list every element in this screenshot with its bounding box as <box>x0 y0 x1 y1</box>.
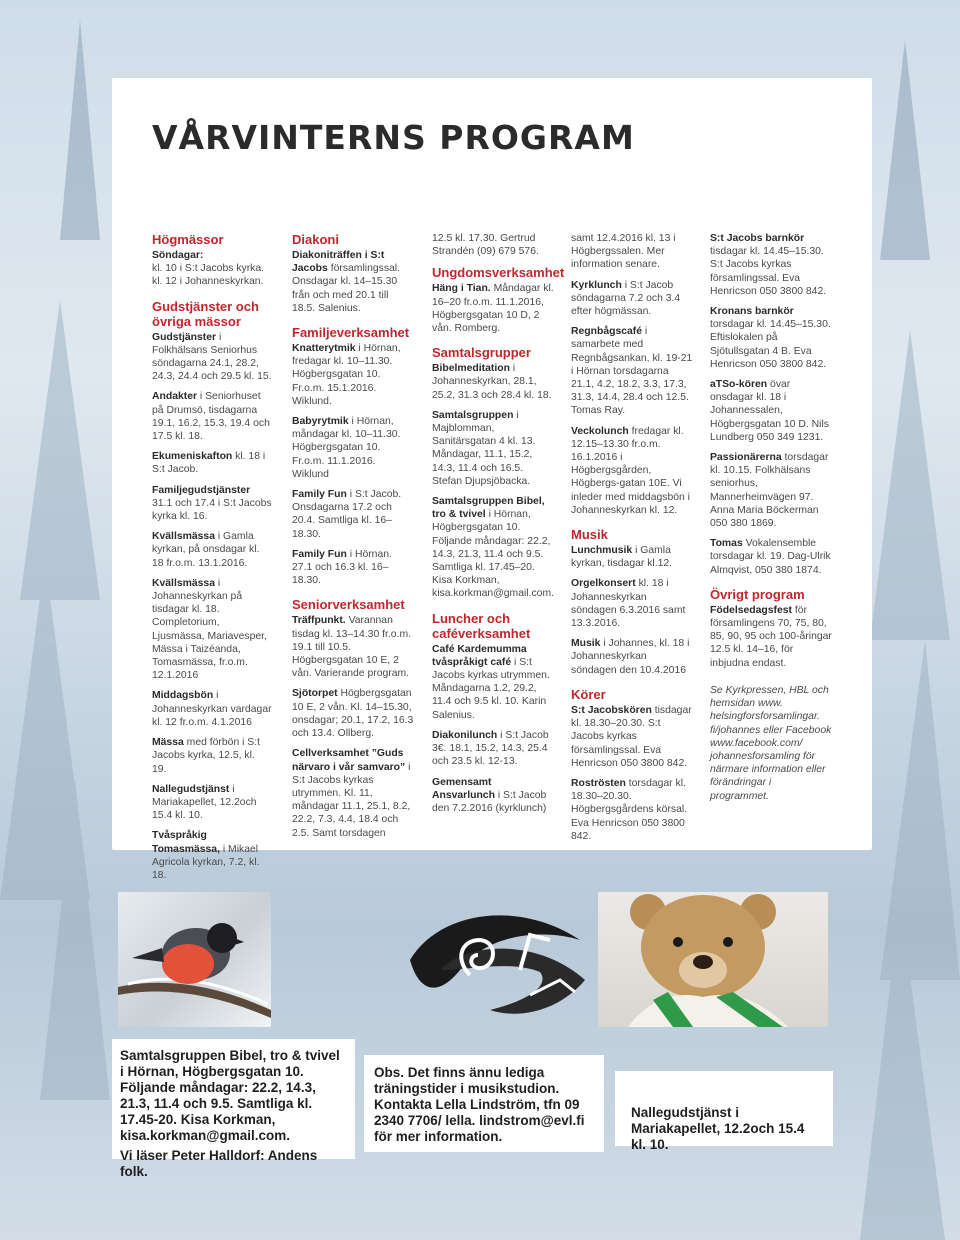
list-item: Familjegudstjänster 31.1 och 17.4 i S:t Jacobs kyrka kl. 16. <box>152 484 272 523</box>
musikstudion-text: Obs. Det finns ännu lediga träningstider i musikstudion. Kontakta Lella Lindström, tfn 09 2340 7706/ lella. lindstrom@evl.fi för mer information. <box>374 1065 585 1144</box>
heading-ovrigt: Övrigt program <box>710 586 805 602</box>
list-item: S:t Jacobskören tisdagar kl. 18.30–20.30. S:t Jacobs kyrkas församlingssal. Eva Henricson 050 3800 842. <box>571 704 692 769</box>
list-item: Sjötorpet Högbergsgatan 10 E, 2 vån. Kl. 14–15.30, onsdagar; 20.1, 17.2, 16.3 och 13.4. Ollberg. <box>292 688 414 740</box>
heading-diakoni: Diakoni <box>292 232 339 247</box>
music-notes-graphic <box>400 900 590 1025</box>
list-item: Tvåspråkig Tomasmässa, i Mikael Agricola kyrkan, 7.2, kl. 18. <box>152 830 260 881</box>
continued-text: samt 12.4.2016 kl. 13 i Högbergssalen. Mer information senare. <box>571 233 676 271</box>
samtalsgruppen-text: Samtalsgruppen Bibel, tro & tvivel i Hörnan, Högbergsgatan 10. Följande måndagar: 22.2, 14.3, 21.3, 11.4 och 9.5. Samtliga kl. 17.45-20. Kisa Korkman, kisa.korkman@gmail.com. <box>120 1048 340 1143</box>
list-item: Födelsedagsfest för församlingens 70, 75, 80, 85, 90, 95 och 100-åringar 12.5 kl. 14–16, för inbjudna endast. <box>710 604 832 669</box>
info-note: Se Kyrkpressen, HBL och hemsidan www. helsingforsforsamlingar. fi/johannes eller Facebook www.facebook.com/ johannesforsamling för närmare information eller förändringar i programmet. <box>710 684 832 802</box>
teddy-bear-photo <box>598 892 828 1027</box>
heading-musik: Musik <box>571 527 608 543</box>
list-item: Regnbågscafé i samarbete med Regnbågsankan, kl. 19-21 i Hörnan torsdagarna 21.1, 4.2, 18.2, 3.3, 17.3, 31.3, 14.4, 28.4 och 12.5. Tomas Ray. <box>571 326 693 417</box>
list-item: Family Fun i Hörnan. 27.1 och 16.3 kl. 16–18.30. <box>292 548 392 587</box>
bullfinch-illustration <box>118 892 271 1027</box>
musikstudion-box <box>364 1055 604 1152</box>
column-4 <box>571 232 693 850</box>
list-item: Häng i Tian. Måndagar kl. 16–20 fr.o.m. 11.1.2016, Högbergsgatan 10 D, 2 vån. Romberg. <box>432 283 554 335</box>
list-item: Diakonilunch i S:t Jacob 3€. 18.1, 15.2, 14.3, 25.4 och 23.5 kl. 12-13. <box>432 729 549 768</box>
list-item: Lunchmusik i Gamla kyrkan, tisdagar kl.12. <box>571 545 673 570</box>
list-item: Kronans barnkör torsdagar kl. 14.45–15.30. Eftislokalen på Sjötullsgatan 4 B. Eva Henricson 050 3800 842. <box>710 306 831 370</box>
heading-samtalsgrupper: Samtalsgrupper <box>432 345 531 361</box>
heading-korer: Körer <box>571 686 606 702</box>
heading-luncher: Luncher och caféverksamhet <box>432 610 531 641</box>
list-item: Bibelmeditation i Johanneskyrkan, 28.1, 25.2, 31.3 och 28.4 kl. 18. <box>432 363 552 401</box>
list-item: Samtalsgruppen i Majblomman, Sanitärsgatan 4 kl. 13. Måndagar, 11.1, 15.2, 14.3, 11.4 och 16.5. Stefan Djupsjöbacka. <box>432 409 536 487</box>
heading-ungdomsverksamhet: Ungdomsverksamhet <box>432 265 565 281</box>
list-item: Gudstjänster i Folkhälsans Seniorhus söndagarna 24.1, 28.2, 24.3, 24.4 och 29.5 kl. 15. <box>152 331 272 383</box>
column-5 <box>710 232 832 810</box>
list-item: Cellverksamhet ”Guds närvaro i vår samvaro” i S:t Jacobs kyrkas utrymmen. Kl. 11, måndagar 11.1, 25.1, 8.2, 22.2, 7.3, 4.4, 18.4 och 2.5. Samt torsdagen <box>292 748 411 839</box>
list-item: Kvällsmässa i Gamla kyrkan, på onsdagar kl. 18 fr.o.m. 13.1.2016. <box>152 531 260 569</box>
list-item: Mässa med förbön i S:t Jacobs kyrka, 12.5, kl. 19. <box>152 737 261 775</box>
samtalsgruppen-reading: Vi läser Peter Halldorf: Andens folk. <box>120 1148 318 1179</box>
teddy-bear-illustration <box>598 892 828 1027</box>
heading-gudstjanster: Gudstjänster och övriga mässor <box>152 298 259 329</box>
column-2 <box>292 232 414 847</box>
list-item: Samtalsgruppen Bibel, tro & tvivel i Hörnan, Högbergsgatan 10. Följande måndagar: 22.2, 14.3, 21.3, 11.4 och 9.5. Samtliga kl. 17.45–20. Kisa Korkman, kisa.korkman@gmail.com. <box>432 496 554 600</box>
list-item: Middagsbön i Johanneskyrkan vardagar kl. 12 fr.o.m. 4.1.2016 <box>152 690 272 728</box>
samtalsgruppen-box <box>112 1039 355 1179</box>
hogmassor-text: Söndagar: kl. 10 i S:t Jacobs kyrka. kl. 12 i Johanneskyrkan. <box>152 250 265 288</box>
list-item: Diakoniträffen i S:t Jacobs församlingssal. Onsdagar kl. 14–15.30 från och med 20.1 till 18.5. Salenius. <box>292 250 400 314</box>
list-item: Ekumeniskafton kl. 18 i S:t Jacob. <box>152 451 266 476</box>
list-item: Kyrklunch i S:t Jacob söndagarna 7.2 och 3.4 efter högmässan. <box>571 279 681 318</box>
list-item: Nallegudstjänst i Mariakapellet, 12.2och 15.4 kl. 10. <box>152 783 257 822</box>
column-3 <box>432 232 565 822</box>
list-item: Gemensamt Ansvarlunch i S:t Jacob den 7.2.2016 (kyrklunch) <box>432 776 547 814</box>
bullfinch-photo <box>118 892 271 1027</box>
list-item: Träffpunkt. Varannan tisdag kl. 13–14.30 fr.o.m. 19.1 till 10.5. Högbergsgatan 10 E, 2 vån. Varierande program. <box>292 615 411 680</box>
heading-familjeverksamhet: Familjeverksamhet <box>292 325 410 341</box>
nallegudstjanst-text: Nallegudstjänst i Mariakapellet, 12.2och 15.4 kl. 10. <box>631 1105 805 1152</box>
heading-seniorverksamhet: Seniorverksamhet <box>292 597 405 613</box>
list-item: Andakter i Seniorhuset på Drumsö, tisdagarna 19.1, 16.2, 15.3, 19.4 och 17.5 kl. 18. <box>152 391 270 443</box>
list-item: Roströsten torsdagar kl. 18.30–20.30. Högbergsgårdens körsal. Eva Henricson 050 3800 842. <box>571 777 688 842</box>
list-item: Babyrytmik i Hörnan, måndagar kl. 10–11.30. Högbergsgatan 10. Fr.o.m. 11.1.2016. Wiklund <box>292 416 401 480</box>
list-item: Orgelkonsert kl. 18 i Johanneskyrkan söndagen 6.3.2016 samt 13.3.2016. <box>571 578 686 630</box>
list-item: Family Fun i S:t Jacob. Onsdagarna 17.2 och 20.4. Samtliga kl. 16–18.30. <box>292 489 402 540</box>
heading-hogmassor: Högmässor <box>152 232 224 247</box>
list-item: Musik i Johannes, kl. 18 i Johanneskyrkan söndagen den 10.4.2016 <box>571 638 690 676</box>
continued-text: 12.5 kl. 17.30. Gertrud Strandén (09) 679 576. <box>432 233 539 258</box>
list-item: Café Kardemumma tvåspråkigt café i S:t Jacobs kyrkas utrymmen. Måndagarna 1.2, 29.2, 11.4 och 9.5 kl. 10. Karin Salenius. <box>432 643 550 721</box>
list-item: Veckolunch fredagar kl. 12.15–13.30 fr.o.m. 16.1.2016 i Högbergsgården, Högbergs-gatan 10E. Vi inleder med middagsbön i Johanneskyrkan kl. 12. <box>571 425 690 516</box>
column-1 <box>152 232 272 889</box>
list-item: Knatterytmik i Hörnan, fredagar kl. 10–11.30. Högbergsgatan 10. Fr.o.m. 15.1.2016. Wiklund. <box>292 343 401 407</box>
list-item: aTSo-kören övar onsdagar kl. 18 i Johannessalen, Högbergsgatan 10 D. Nils Lundberg 050 349 1231. <box>710 379 829 443</box>
list-item: S:t Jacobs barnkör tisdagar kl. 14.45–15.30. S:t Jacobs kyrkas församlingssal. Eva Henricson 050 3800 842. <box>710 233 827 297</box>
list-item: Passionärerna torsdagar kl. 10.15. Folkhälsans seniorhus, Mannerheimvägen 97. Anna Maria Böckerman 050 380 1869. <box>710 452 829 530</box>
nallegudstjanst-box <box>615 1071 833 1152</box>
list-item: Tomas Vokalensemble torsdagar kl. 19. Dag-Ulrik Almqvist, 050 380 1874. <box>710 538 831 576</box>
list-item: Kvällsmässa i Johanneskyrkan på tisdagar kl. 18. Completorium, Ljusmässa, Mariavesper, Mässa i Taizéanda, Tomasmässa, fr.o.m. 12.1.2016 <box>152 577 267 682</box>
page-title: VÅRVINTERNS PROGRAM <box>152 118 635 157</box>
